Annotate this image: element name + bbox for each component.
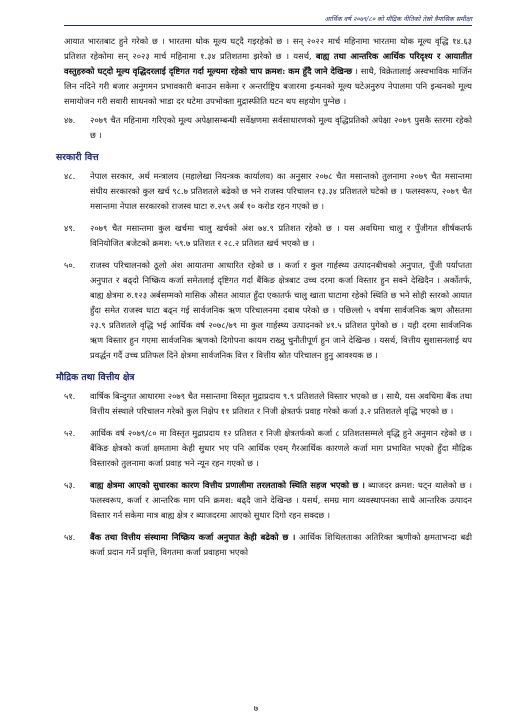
paragraph-text: नेपाल सरकार, अर्थ मन्त्रालय (महालेखा नियन्त्रक कार्यालय) का अनुसार २०७८ चैत मसान्तको तुलनामा २०७९ चैत मसान्तमा संघीय सरकारको कुल खर्च ९८.७ प्रतिशतले बढेको छ भने राजस्व परिचालन १३.३४ प्रतिशतले घटेको छ । फलस्वरूप, २०७९ चैत मसान्तमा नेपाल सरकारको राजस्व घाटा रु.२५९ अर्ब १० करोड रहन गएको छ । <box>90 171 472 211</box>
paragraph-47 <box>64 113 472 143</box>
paragraph-number: ५४. <box>64 532 76 542</box>
paragraph-text: ब्याजदर क्रमश: घट्न थालेको छ । फलस्वरूप, कर्जा र आन्तरिक माग पनि क्रमश: बढ्दै जाने देखिन्छ । यसर्थ, समग्र माग व्यवस्थापनका साथै आन्तरिक उत्पादन विस्तार गर्न सकेमा मात्र बाह्य क्षेत्र र ब्याजदरमा आएको सुधार दिगो रहन सक्दछ । <box>90 480 472 520</box>
running-header: आर्थिक वर्ष २०७९/८० को मौद्रिक नीतिको तेस्रो त्रैमासिक समीक्षा <box>64 14 472 26</box>
paragraph-54 <box>64 530 472 560</box>
text: आयात भारतबाट हुने गरेको छ । भारतमा थोक मूल्य घट्दै गइरहेको छ । सन् २०२२ मार्च महिनामा भारतमा थोक मूल्य वृद्धि १४.६३ प्रतिशत रहेकोमा सन् २०२३ मार्च महिनामा १.३४ प्रतिशतमा झरेको छ । यसर्थ, <box>64 36 472 61</box>
paragraph-number: ४८. <box>64 171 76 181</box>
paragraph-49 <box>64 221 472 251</box>
bold-text: बाह्य क्षेत्रमा आएको सुधारका कारण वित्तीय प्रणालीमा तरलताको स्थिति सहज भएको छ । <box>90 480 365 490</box>
bold-text: बाह्य तथा आन्तरिक आर्थिक परिदृश्य र आयातीत वस्तुहरुको घट्दो मूल्य वृद्धिदरलाई दृष्टिगत गर्दा मूल्यमा रहेको चाप क्रमश: कम हुँदै जाने देखिन्छ <box>64 51 472 76</box>
paragraph-text: वार्षिक बिन्दुगत आधारमा २०७९ चैत मसान्तमा विस्तृत मुद्राप्रदाय ९.९ प्रतिशतले विस्तार भएको छ । साथै, यस अवधिमा बैंक तथा वित्तीय संस्थाले परिचालन गरेको कुल निक्षेप ११ प्रतिशत र निजी क्षेत्रतर्फ प्रवाह गरेको कर्जा ३.२ प्रतिशतले वृद्धि भएको छ । <box>90 391 472 416</box>
page-number: ७ <box>253 703 259 713</box>
bold-text: बैंक तथा वित्तीय संस्थामा निष्क्रिय कर्जा अनुपात केही बढेको छ । <box>90 532 296 542</box>
text: । साथै, विक्रेतालाई अस्वभाविक मार्जिन लिन नदिने गरी बजार अनुगमन प्रभावकारी बनाउन सकेमा र अन्तर्राष्ट्रिय बजारमा इन्धनको मूल्य घटेअनुरुप नेपालमा पनि इन्धनको मूल्य समायोजन गरी सवारी साधनको भाडा दर घटेमा उपभोक्ता मुद्रास्फीति घटन थप सहयोग पुग्नेछ । <box>64 66 472 106</box>
paragraph-text: राजस्व परिचालनको ठूलो अंश आयातमा आधारित रहेको छ । कर्जा र कुल गार्हस्थ्य उत्पादनबीचको अनुपात, पुँजी पर्याप्तता अनुपात र बढ्दो निष्क्रिय कर्जा समेतलाई दृष्टिगत गर्दा बैंकिङ क्षेत्रबाट उच्च दरमा कर्जा विस्तार हुन सक्ने देखिदैन । अर्कोतर्फ, बाह्य क्षेत्रमा रु.१२३ अर्बसम्मको मासिक औसत आयात हुँदा एकातर्फ चालु खाता घाटामा रहेको स्थिति छ भने सोही स्तरको आयात हुँदा समेत राजस्व घाटा बढ्न गई सार्वजनिक ऋण परिचालनमा दबाब परेको छ । पछिल्लो ५ वर्षमा सार्वजनिक ऋण औसतमा २३.९ प्रतिशतले वृद्धि भई आर्थिक वर्ष २०७८/७९ मा कुल गार्हस्थ्य उत्पादनको ४१.५ प्रतिशत पुगेको छ । यही दरमा सार्वजनिक ऋण विस्तार हुन गएमा सार्वजनिक ऋणको दिगोपना कायम राख्नु चुनौतीपूर्ण हुन जाने देखिन्छ । यसर्थ, वित्तीय सुशासनलाई थप प्रवर्द्धन गर्दै उच्च प्रतिफल दिने क्षेत्रमा सार्वजनिक वित्त र वित्तीय स्रोत परिचालन हुनु आवश्यक छ । <box>90 260 472 360</box>
paragraph-continued <box>64 34 472 109</box>
paragraph-53 <box>64 478 472 523</box>
paragraph-text: आर्थिक शिथिलताका अतिरिक्त ऋणीको क्षमताभन्दा बढी कर्जा प्रदान गर्ने प्रवृत्ति, विगतमा कर्जा प्रवाहमा भएको <box>90 532 473 557</box>
paragraph-text: २०७९ चैत मसान्तमा कुल खर्चमा चालु खर्चको अंश ७४.९ प्रतिशत रहेको छ । यस अवधिमा चालु र पुँजीगत शीर्षकतर्फ विनियोजित बजेटको क्रमश: ५९.७ प्रतिशत र २८.२ प्रतिशत खर्च भएको छ । <box>90 223 472 248</box>
paragraph-number: ५३. <box>64 480 76 490</box>
section-heading: मौद्रिक तथा वित्तीय क्षेत्र <box>56 372 135 383</box>
paragraph-number: ५२. <box>64 428 76 438</box>
paragraph-number: ५१. <box>64 391 76 401</box>
paragraph-51 <box>64 389 472 419</box>
paragraph-number: ४७. <box>64 115 76 125</box>
paragraph-text: आर्थिक वर्ष २०७९/८० मा विस्तृत मुद्राप्रदाय १२ प्रतिशत र निजी क्षेत्रतर्फको कर्जा ८ प्रतिशतसम्मले वृद्धि हुने अनुमान रहेको छ । बैंकिङ क्षेत्रको कर्जा क्षमतामा केही सुधार भए पनि आर्थिक एवम् गैरआर्थिक कारणले कर्जा माग प्रभावित भएको हुँदा मौद्रिक विस्तारको तुलनामा कर्जा प्रवाह भने न्यून रहन गएको छ । <box>90 428 472 468</box>
paragraph-52 <box>64 426 472 471</box>
paragraph-48 <box>64 169 472 214</box>
paragraph-number: ५०. <box>64 260 76 270</box>
paragraph-50 <box>64 258 472 363</box>
paragraph-text: २०७९ चैत महिनामा गरिएको मूल्य अपेक्षासम्बन्धी सर्वेक्षणमा सर्वसाधारणको मूल्य वृद्धिप्रतिको अपेक्षा २०७९ पुसकै स्तरमा रहेको छ । <box>90 115 472 140</box>
paragraph-number: ४९. <box>64 223 76 233</box>
section-heading: सरकारी वित्त <box>56 152 99 163</box>
